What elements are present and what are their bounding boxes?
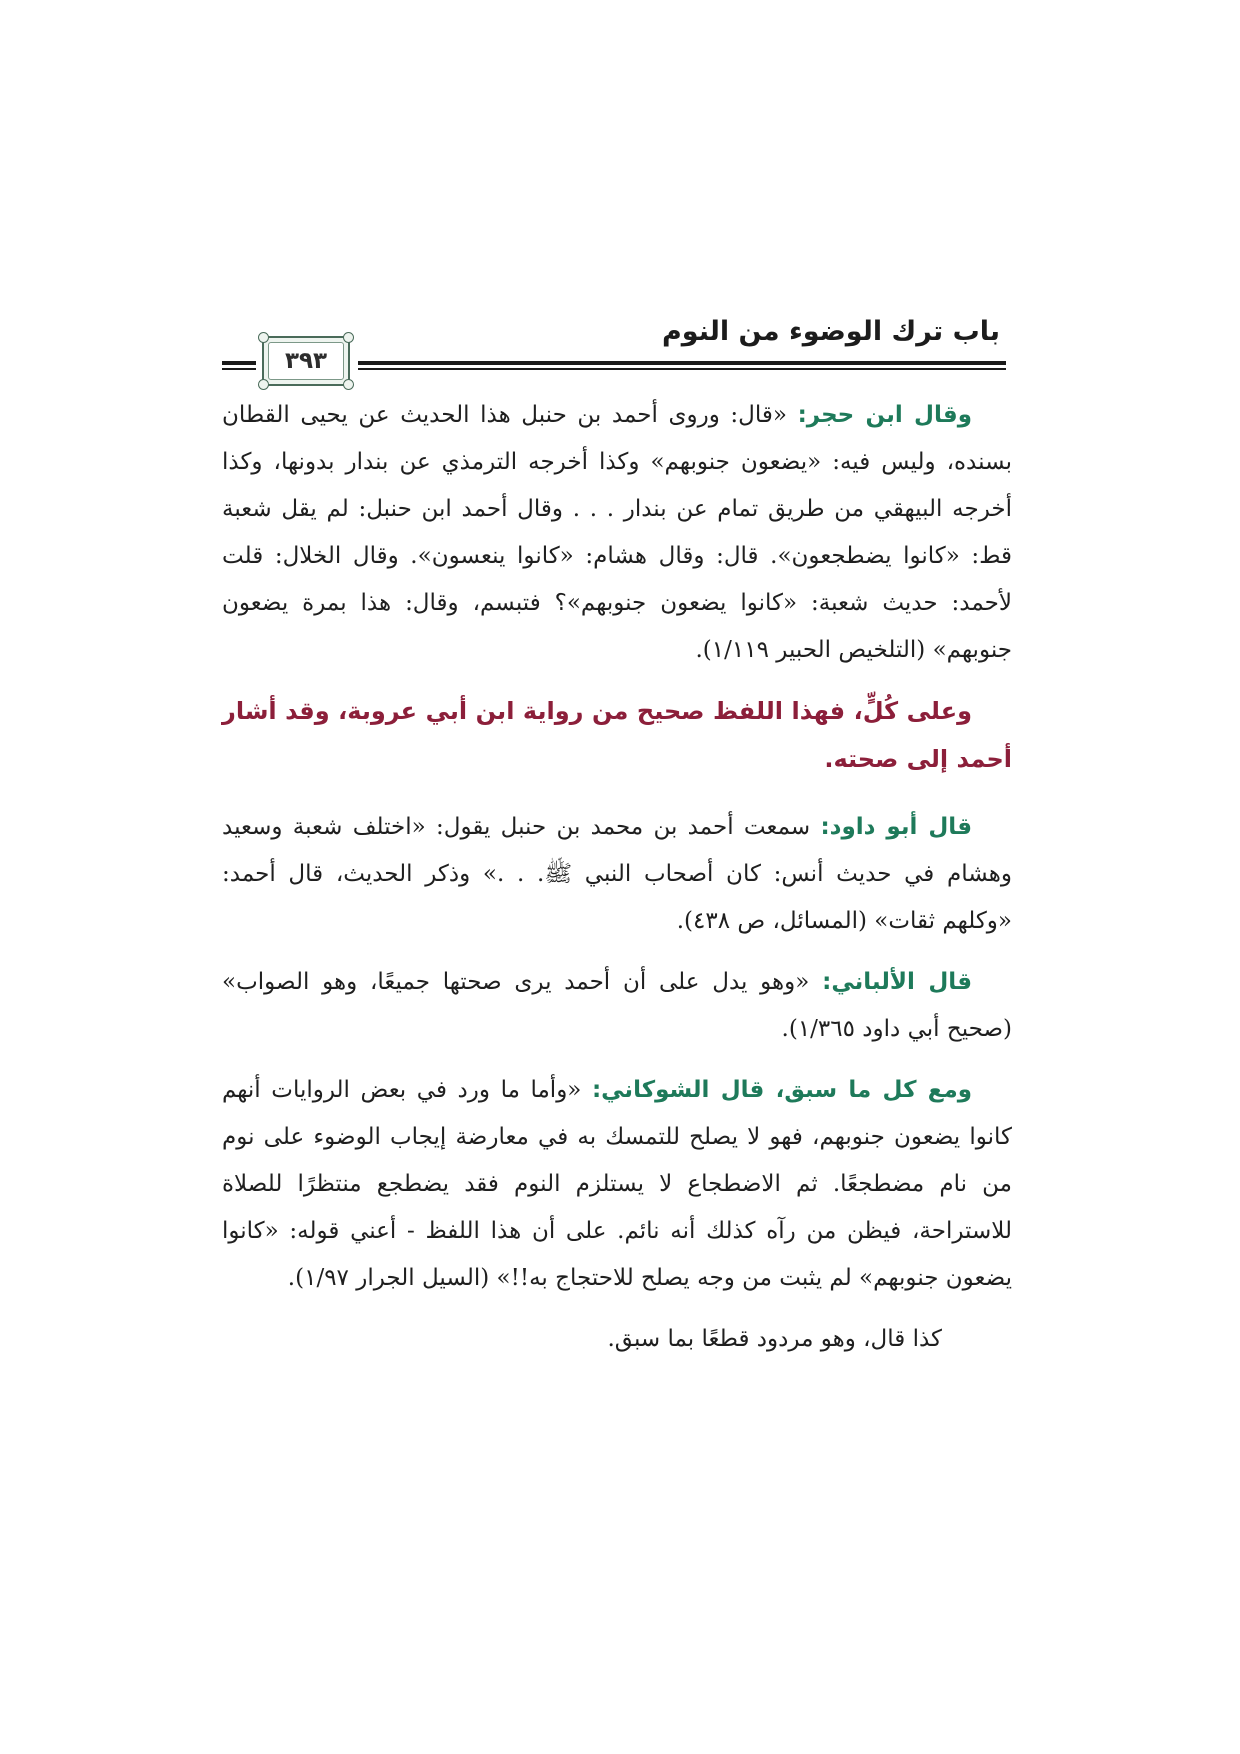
paragraph-text: «وأما ما ورد في بعض الروايات أنهم كانوا يضعون جنوبهم، فهو لا يصلح للتمسك به في معارضة إيجاب الوضوء على نوم من نام مضطجعًا. ثم الاضطجاع لا يستلزم النوم فقد يضطجع منتظرًا للصلاة للاستراحة، فيظن من رآه كذلك أنه نائم. على أن هذا اللفظ - أعني قوله: «كانوا يضعون جنوبهم» لم يثبت من وجه يصلح للاحتجاج به!!» (السيل الجرار ١/٩٧). xyxy=(222,1077,1012,1291)
highlighted-conclusion: وعلى كُلٍّ، فهذا اللفظ صحيح من رواية ابن أبي عروبة، وقد أشار أحمد إلى صحته. xyxy=(222,697,1012,773)
paragraph-text: «وهو يدل على أن أحمد يرى صحتها جميعًا، وهو الصواب» (صحيح أبي داود ١/٣٦٥). xyxy=(222,969,1012,1042)
paragraph-text: كذا قال، وهو مردود قطعًا بما سبق. xyxy=(607,1326,942,1352)
speaker-label: قال أبو داود: xyxy=(820,814,973,840)
speaker-label: قال الألباني: xyxy=(822,969,973,995)
speaker-label: وقال ابن حجر: xyxy=(797,402,973,428)
paragraph-ibn-hajar xyxy=(222,392,1012,674)
paragraph-conclusion xyxy=(222,688,1012,784)
paragraph-closing xyxy=(222,1316,1012,1363)
paragraph-shawkani xyxy=(222,1067,1012,1302)
header-rule xyxy=(358,361,1006,371)
chapter-title: باب ترك الوضوء من النوم xyxy=(662,316,1000,347)
paragraph-text: سمعت أحمد بن محمد بن حنبل يقول: «اختلف شعبة وسعيد وهشام في حديث أنس: كان أصحاب النبي ﷺ. . .» وذكر الحديث، قال أحمد: «وكلهم ثقات» (المسائل، ص ٤٣٨). xyxy=(222,814,1012,934)
page-number: ٣٩٣ xyxy=(284,348,328,374)
page-number-frame xyxy=(262,336,350,386)
page-body xyxy=(222,392,1012,1377)
speaker-label: ومع كل ما سبق، قال الشوكاني: xyxy=(591,1077,972,1103)
page-header xyxy=(222,316,1006,386)
paragraph-text: «قال: وروى أحمد بن حنبل هذا الحديث عن يحيى القطان بسنده، وليس فيه: «يضعون جنوبهم» وكذا أخرجه الترمذي عن بندار بدونها، وكذا أخرجه البيهقي من طريق تمام عن بندار . . . وقال أحمد ابن حنبل: لم يقل شعبة قط: «كانوا يضطجعون». قال: وقال هشام: «كانوا ينعسون». وقال الخلال: قلت لأحمد: حديث شعبة: «كانوا يضعون جنوبهم»؟ فتبسم، وقال: هذا بمرة يضعون جنوبهم» (التلخيص الحبير ١/١١٩). xyxy=(222,402,1012,663)
header-rule-left xyxy=(222,361,256,371)
paragraph-abu-dawud xyxy=(222,804,1012,945)
paragraph-albani xyxy=(222,959,1012,1053)
